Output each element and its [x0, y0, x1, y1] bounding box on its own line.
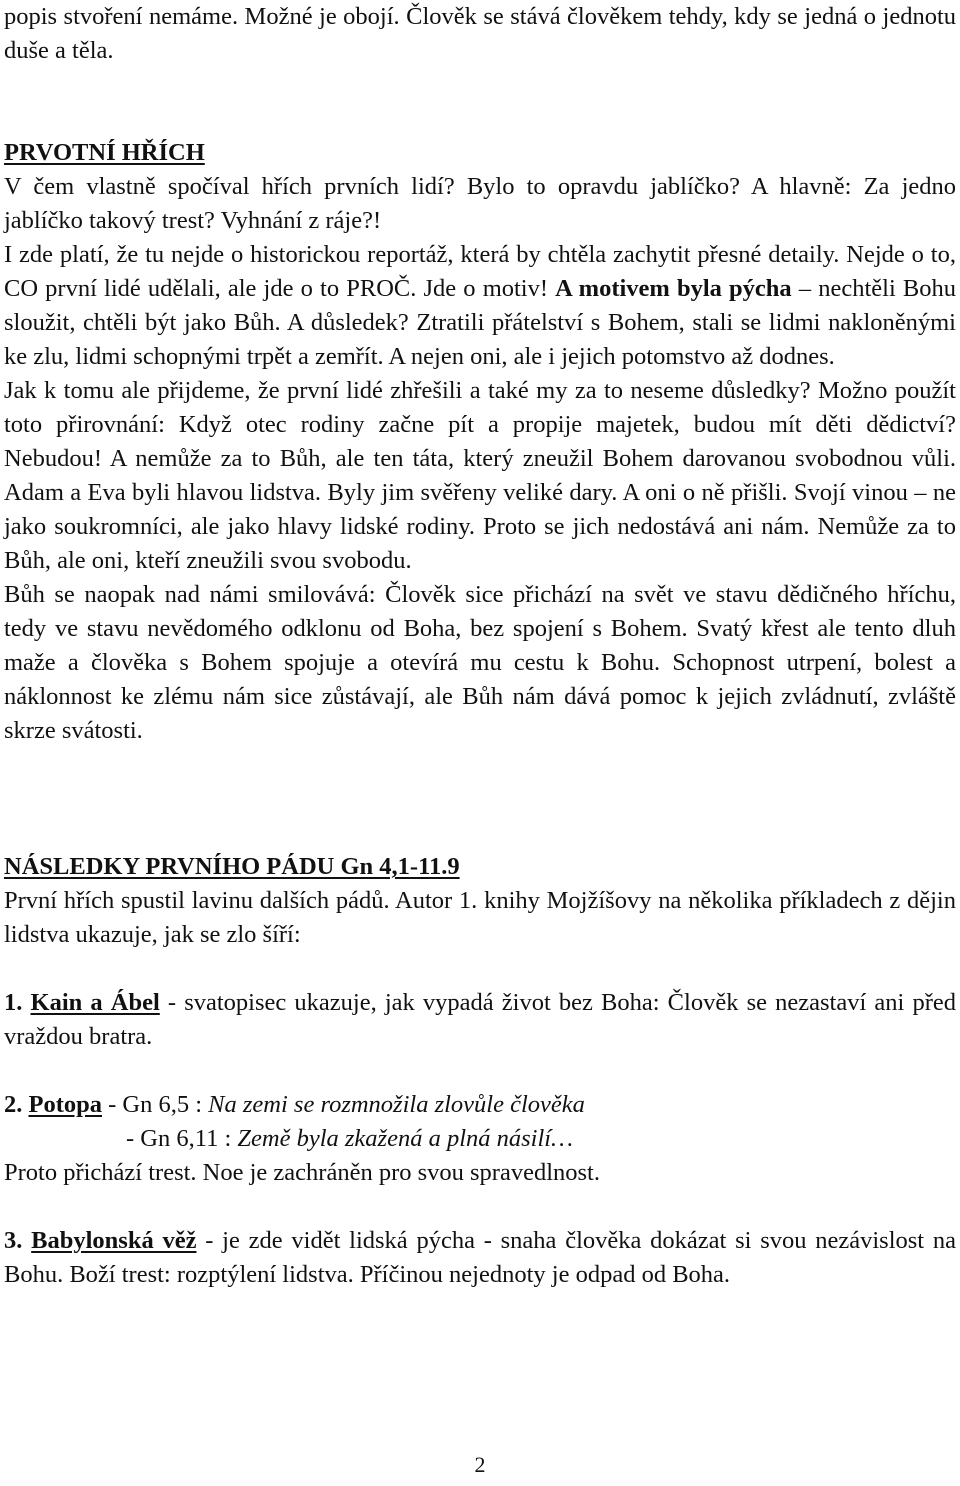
section-heading-original-sin: PRVOTNÍ HŘÍCH [4, 139, 205, 166]
paragraph-motive [4, 238, 956, 374]
paragraph-motive-bold: A motivem byla pýcha [555, 275, 792, 302]
paragraph-mercy: Bůh se naopak nad námi smilovává: Člověk sice přichází na svět ve stavu dědičného hříchu, tedy ve stavu nevědomého odklonu od Boha, bez spojení s Bohem. Svatý křest ale tento dluh maže a člověka s Bohem spojuje a otevírá mu cestu k Bohu. Schopnost utrpení, bolest a náklonnost ke zlému nám sice zůstávají, ale Bůh nám dává pomoc k jejich zvládnutí, zvláště skrze svátosti. [4, 581, 956, 744]
list-item-potopa-text: Proto přichází trest. Noe je zachráněn pro svou spravedlnost. [4, 1159, 600, 1186]
list-item-ref: - Gn 6,5 : [102, 1091, 209, 1118]
list-item-potopa [4, 1088, 956, 1122]
list-item-kain-abel [4, 986, 956, 1054]
list-item-quote: Země byla zkažená a plná násilí… [237, 1125, 573, 1152]
list-item-ref: - Gn 6,11 : [126, 1125, 238, 1152]
paragraph-questions: V čem vlastně spočíval hřích prvních lidí? Bylo to opravdu jablíčko? A hlavně: Za jedno jablíčko takový trest? Vyhnání z ráje?! [4, 173, 956, 234]
list-item-text: - svatopisec ukazuje, jak vypadá život bez Boha: Člověk se nezastaví ani před vraždou bratra. [4, 989, 957, 1050]
list-item-number: 1. [4, 989, 31, 1016]
document-page [4, 0, 956, 1292]
page-number: 2 [474, 1452, 486, 1477]
paragraph-motive-text-a: I zde platí, že tu nejde o historickou reportáž, která by chtěla zachytit přesné detaily. Nejde o to, CO první lidé udělali, ale jde o to PROČ. Jde o motiv! [4, 241, 956, 302]
list-item-potopa-line2 [4, 1122, 956, 1156]
list-item-title: Kain a Ábel [30, 989, 160, 1016]
section-heading-consequences: NÁSLEDKY PRVNÍHO PÁDU Gn 4,1-11.9 [4, 853, 460, 880]
paragraph-motive-text-b: – nechtěli Bohu sloužit, chtěli být jako Bůh. A důsledek? Ztratili přátelství s Bohem, stali se lidmi nakloněnými ke zlu, lidmi schopnými trpět a zemřít. A nejen oni, ale i jejich potomstvo až dodnes. [4, 275, 956, 370]
list-item-text: - je zde vidět lidská pýcha - snaha člověka dokázat si svou nezávislost na Bohu. Boží trest: rozptýlení lidstva. Příčinou nejednoty je odpad od Boha. [4, 1227, 957, 1288]
list-item-title: Babylonská věž [31, 1227, 197, 1254]
list-item-babylon [4, 1224, 956, 1292]
list-item-number: 2. [4, 1091, 29, 1118]
list-item-quote: Na zemi se rozmnožila zlovůle člověka [208, 1091, 585, 1118]
list-item-number: 3. [4, 1227, 32, 1254]
list-item-title: Potopa [28, 1091, 102, 1118]
paragraph-comparison: Jak k tomu ale přijdeme, že první lidé zhřešili a také my za to neseme důsledky? Možno použít toto přirovnání: Když otec rodiny začne pít a propije majetek, budou mít děti dědictví? Nebudou! A nemůže za to Bůh, ale ten táta, který zneužil Bohem darovanou svobodnou vůli. Adam a Eva byli hlavou lidstva. Byly jim svěřeny veliké dary. A oni o ně přišli. Svojí vinou – ne jako soukromníci, ale jako hlavy lidské rodiny. Proto se jich nedostává ani nám. Nemůže za to Bůh, ale oni, kteří zneužili svou svobodu. [4, 377, 956, 574]
paragraph-consequences-intro: První hřích spustil lavinu dalších pádů. Autor 1. knihy Mojžíšovy na několika příkladech z dějin lidstva ukazuje, jak se zlo šíří: [4, 887, 956, 948]
intro-paragraph: popis stvoření nemáme. Možné je obojí. Člověk se stává člověkem tehdy, kdy se jedná o jednotu duše a těla. [4, 3, 956, 64]
